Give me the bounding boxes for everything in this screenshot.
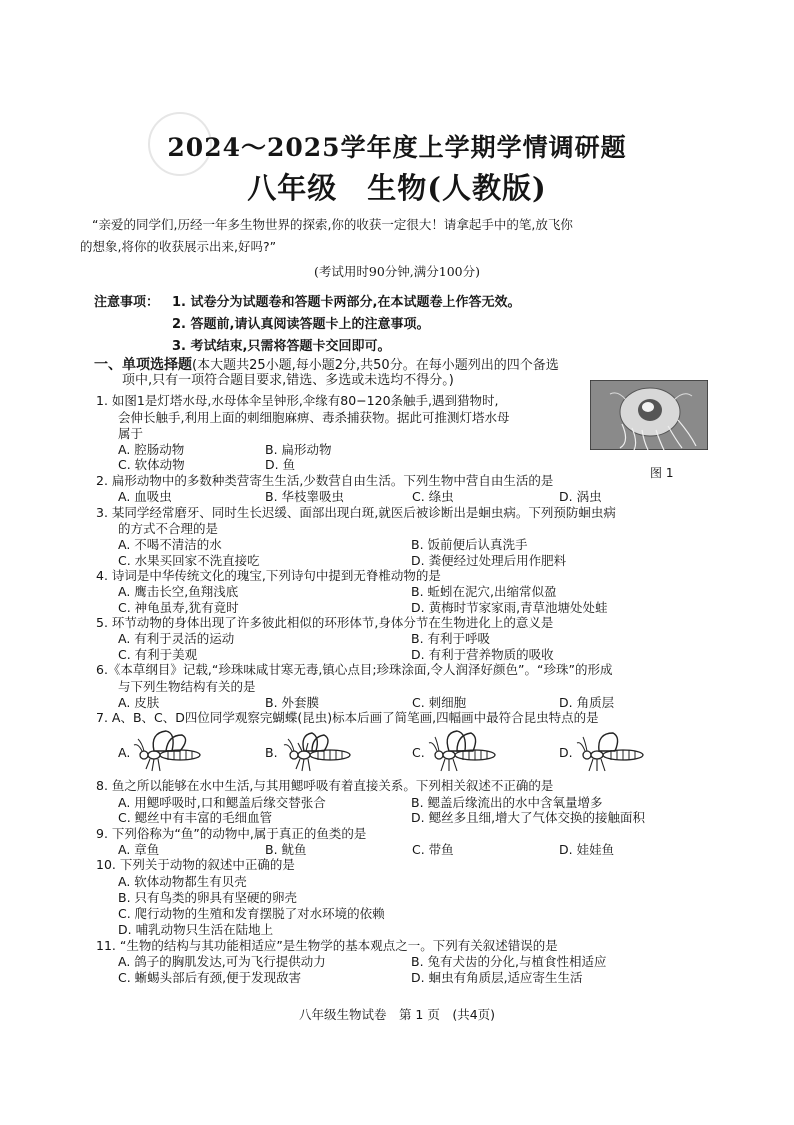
butterfly-c-icon	[427, 729, 507, 775]
question-8	[96, 778, 716, 825]
questions-content	[96, 357, 716, 985]
butterfly-d-icon	[575, 729, 655, 775]
option: A. 鹰击长空,鱼翔浅底	[118, 584, 239, 600]
note-item: 3. 考试结束,只需将答题卡交回即可。	[172, 339, 391, 354]
section-1-desc-1: (本大题共25小题,每小题2分,共50分。在每小题列出的四个备选	[192, 358, 559, 373]
question-text: 1. 如图1是灯塔水母,水母体伞呈钟形,伞缘有80−120条触手,遇到猎物时,	[96, 393, 499, 409]
option: C. 刺细胞	[412, 694, 467, 710]
question-7	[96, 710, 716, 778]
question-text: 7. A、B、C、D四位同学观察完蝴蝶(昆虫)标本后画了简笔画,四幅画中最符合昆虫特点的是	[96, 710, 599, 726]
exam-subtitle: 八年级 生物(人教版)	[247, 171, 547, 205]
figure-1-caption: 图 1	[650, 466, 674, 480]
option: B. 有利于呼吸	[411, 631, 491, 647]
notes-block	[94, 292, 520, 358]
question-text: 4. 诗词是中华传统文化的瑰宝,下列诗句中提到无脊椎动物的是	[96, 568, 441, 583]
butterfly-drawings	[96, 726, 716, 778]
question-9	[96, 826, 716, 858]
question-text: 与下列生物结构有关的是	[118, 678, 256, 694]
question-text: 8. 鱼之所以能够在水中生活,与其用鳃呼吸有着直接关系。下列相关叙述不正确的是	[96, 778, 554, 794]
option: A. 章鱼	[118, 841, 160, 857]
butterfly-b-icon	[280, 729, 360, 775]
option: A. 腔肠动物	[118, 441, 185, 457]
option: B. 饭前便后认真洗手	[411, 537, 528, 552]
page-footer: 八年级生物试卷 第 1 页 (共4页)	[298, 1007, 496, 1022]
option-c-drawing	[412, 729, 559, 775]
intro-line-2: 的想象,将你的收获展示出来,好吗?”	[80, 239, 277, 254]
section-1-title: 一、单项选择题	[94, 357, 192, 373]
question-text: 的方式不合理的是	[118, 520, 219, 536]
question-3	[96, 505, 716, 568]
notes-label: 注意事项：	[94, 295, 160, 310]
option: C.	[412, 744, 425, 760]
section-1-heading	[94, 357, 704, 389]
option: C. 带鱼	[412, 841, 454, 857]
option: B. 蚯蚓在泥穴,出缩常似盈	[411, 584, 557, 600]
question-11	[96, 938, 716, 985]
option: C. 有利于美观	[118, 646, 198, 662]
option: A. 血吸虫	[118, 489, 172, 505]
option: B. 扁形动物	[265, 441, 332, 457]
question-text: 2. 扁形动物中的多数种类营寄生生活,少数营自由生活。下列生物中营自由生活的是	[96, 472, 554, 488]
option: C. 软体动物	[118, 457, 185, 473]
option: C. 水果买回家不洗直接吃	[118, 552, 260, 568]
question-text: 3. 某同学经常磨牙、同时生长迟缓、面部出现白斑,就医后被诊断出是蛔虫病。下列预防蛔虫病	[96, 504, 616, 520]
option: D. 有利于营养物质的吸收	[411, 646, 554, 662]
option: A. 用鳃呼吸时,口和鳃盖后缘交替张合	[118, 794, 326, 810]
option-b-drawing	[265, 729, 412, 775]
option-d-drawing	[559, 729, 706, 775]
question-4	[96, 568, 716, 615]
note-item: 2. 答题前,请认真阅读答题卡上的注意事项。	[172, 317, 430, 332]
question-text: 会伸长触手,利用上面的刺细胞麻痹、毒杀捕获物。据此可推测灯塔水母	[118, 409, 510, 425]
option: D. 哺乳动物只生活在陆地上	[118, 922, 274, 938]
question-text: 5. 环节动物的身体出现了许多彼此相似的环形体节,身体分节在生物进化上的意义是	[96, 615, 554, 631]
option: D. 鱼	[265, 457, 296, 473]
option: C. 蜥蜴头部后有颈,便于发现敌害	[118, 969, 302, 985]
option: D. 涡虫	[559, 489, 602, 505]
question-5	[96, 615, 716, 662]
butterfly-a-icon	[132, 729, 212, 775]
intro-text	[80, 214, 716, 258]
option: D. 鳃丝多且细,增大了气体交换的接触面积	[411, 810, 646, 826]
question-6	[96, 662, 716, 710]
option: A. 有利于灵活的运动	[118, 631, 235, 647]
option: A. 不喝不清洁的水	[118, 537, 222, 552]
option: D. 蛔虫有角质层,适应寄生生活	[411, 969, 583, 985]
option: B. 鱿鱼	[265, 841, 307, 857]
intro-line-1: “亲爱的同学们,历经一年多生物世界的探索,你的收获一定很大！请拿起手中的笔,放飞你	[92, 217, 573, 232]
time-info: (考试用时90分钟,满分100分)	[314, 264, 480, 279]
option-a-drawing	[118, 729, 265, 775]
question-text: 6.《本草纲目》记载,“珍珠味咸甘寒无毒,镇心点目;珍珠涂面,令人润泽好颜色”。“珍珠”的形成	[96, 662, 613, 678]
option: B. 鳃盖后缘流出的水中含氧量增多	[411, 794, 603, 810]
option: C. 绦虫	[412, 489, 454, 505]
question-text: 11. “生物的结构与其功能相适应”是生物学的基本观点之一。下列有关叙述错误的是	[96, 938, 558, 954]
option: B. 只有鸟类的卵具有坚硬的卵壳	[118, 889, 298, 905]
question-1	[96, 393, 716, 473]
question-2	[96, 473, 716, 505]
question-text: 属于	[118, 425, 144, 441]
option: B. 兔有犬齿的分化,与植食性相适应	[411, 954, 607, 970]
section-1-desc-2: 项中,只有一项符合题目要求,错选、多选或未选均不得分。)	[122, 373, 454, 389]
option: A.	[118, 744, 131, 760]
option: D. 粪便经过处理后用作肥料	[411, 552, 567, 568]
question-10	[96, 857, 716, 938]
option: B. 外套膜	[265, 694, 320, 710]
option: C. 鳃丝中有丰富的毛细血管	[118, 810, 273, 826]
question-text: 9. 下列俗称为“鱼”的动物中,属于真正的鱼类的是	[96, 825, 367, 841]
option: B.	[265, 744, 278, 760]
option: C. 神龟虽寿,犹有竟时	[118, 599, 239, 615]
exam-title: 2024～2025学年度上学期学情调研题	[167, 133, 627, 162]
option: D. 黄梅时节家家雨,青草池塘处处蛙	[411, 599, 608, 615]
option: C. 爬行动物的生殖和发育摆脱了对水环境的依赖	[118, 905, 385, 921]
question-text: 10. 下列关于动物的叙述中正确的是	[96, 857, 295, 873]
option: A. 鸽子的胸肌发达,可为飞行提供动力	[118, 954, 326, 970]
option: A. 皮肤	[118, 694, 160, 710]
note-item: 1. 试卷分为试题卷和答题卡两部分,在本试题卷上作答无效。	[172, 295, 521, 310]
option: D.	[559, 744, 573, 760]
option: D. 娃娃鱼	[559, 841, 615, 857]
option: B. 华枝睾吸虫	[265, 489, 345, 505]
option: A. 软体动物都生有贝壳	[118, 873, 247, 889]
option: D. 角质层	[559, 694, 615, 710]
